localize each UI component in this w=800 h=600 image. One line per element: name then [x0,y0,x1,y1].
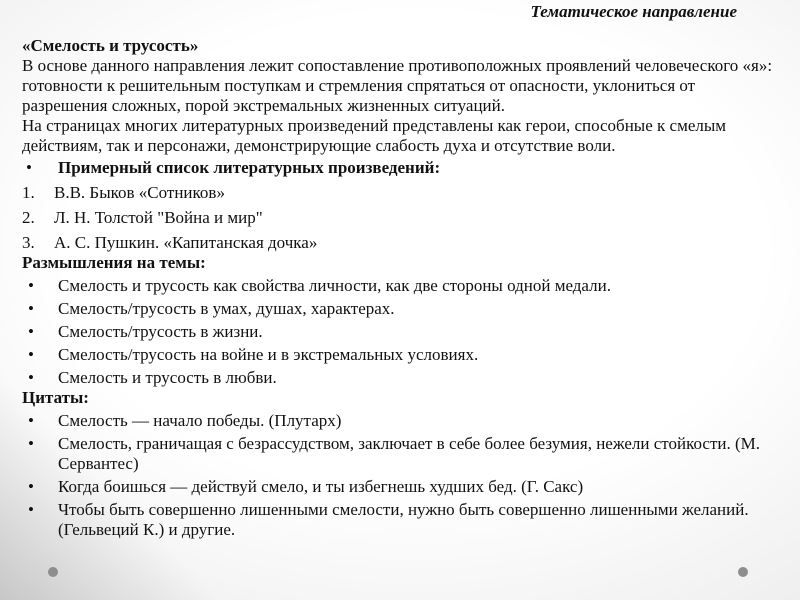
quote-list-item: • Когда боишься — действуй смело, и ты избегнешь худших бед. (Г. Сакс) [58,477,780,497]
theme-list-item: • Смелость/трусость на войне и в экстремальных условиях. [58,345,780,365]
works-list-item: А. С. Пушкин. «Капитанская дочка» [54,233,318,252]
decorative-dot-right [738,567,748,577]
theme-list-item: • Смелость и трусость как свойства личности, как две стороны одной медали. [58,276,780,296]
intro-paragraph-2: На страницах многих литературных произведений представлены как герои, способные к смелым действиям, так и персонажи, демонстрирующие слабость духа и отсутствие воли. [22,116,727,155]
quotes-heading: Цитаты: [22,388,89,407]
works-list [22,183,780,253]
quote-list-item: • Смелость, граничащая с безрассудством, заключает в себе более безумия, нежели стойкости. (М. Сервантес) [58,434,780,474]
theme-list-item: • Смелость/трусость в жизни. [58,322,780,342]
topic-heading: «Смелость и трусость» [22,36,199,55]
quotes-list [22,411,780,540]
quote-list-item: • Смелость — начало победы. (Плутарх) [58,411,780,431]
works-list-item: Л. Н. Толстой "Война и мир" [54,208,263,227]
decorative-dot-left [48,567,58,577]
slide-title: Тематическое направление [530,2,737,21]
theme-list-item: • Смелость и трусость в любви. [58,368,780,388]
intro-paragraph-1: В основе данного направления лежит сопоставление противоположных проявлений человеческого «я»: готовности к решительным поступкам и стремления спрятаться от опасности, уклониться от разрешения сложных, порой экстремальных жизненных ситуаций. [22,56,773,115]
theme-list-item: • Смелость/трусость в умах, душах, характерах. [58,299,780,319]
works-list-item: В.В. Быков «Сотников» [54,183,225,202]
works-list-heading: • Примерный список литературных произведений: [22,158,780,178]
quote-list-item: • Чтобы быть совершенно лишенными смелости, нужно быть совершенно лишенными желаний. (Гельвеций К.) и другие. [58,500,780,540]
slide-content [22,36,780,540]
themes-heading: Размышления на темы: [22,253,206,272]
themes-list [22,276,780,388]
